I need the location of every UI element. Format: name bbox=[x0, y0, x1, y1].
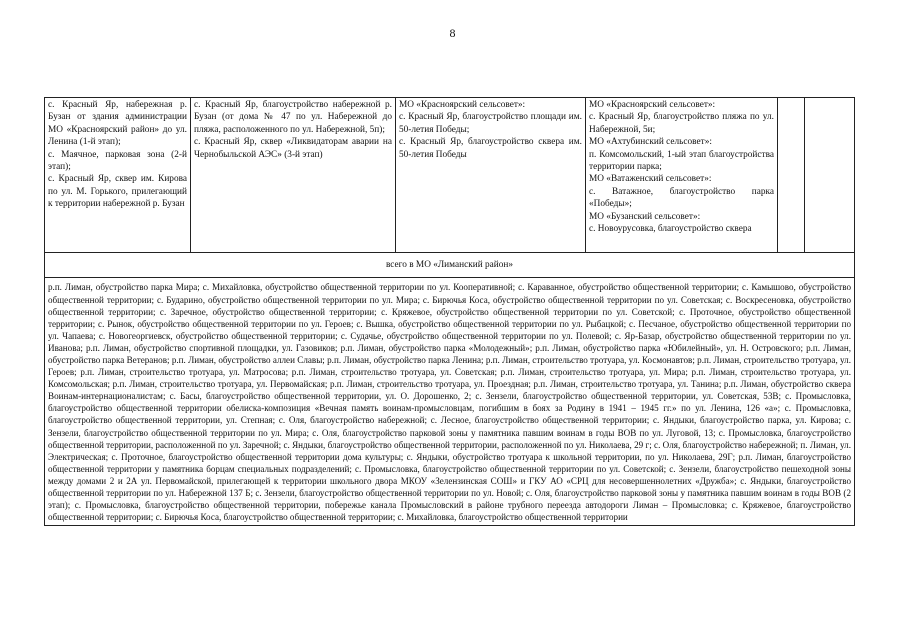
body-cell: р.п. Лиман, обустройство парка Мира; с. Михайловка, обустройство общественной территории по ул. Кооперативной; с. Караванное, обустройство общественной территории; с. Камышово, обустройство общественной территории; с. Бударино, обустройство общественной территории по ул. Мира; с. Бирючья Коса, обустройство общественной территории по ул. Советская; с. Воскресеновка, обустройство общественной территории; с. Заречное, обустройство общественной территории; с. Кряжевое, обустройство общественной территории по ул. Советской; с. Проточное, обустройство общественной территории; с. Рынок, обустройство общественной территории по ул. Героев; с. Вышка, обустройство общественной территории по ул. Рыбацкой; с. Песчаное, обустройство общественной территории по ул. Чапаева; с. Новогеоргиевск, обустройство общественной территории; с. Судачье, обустройство общественной территории по ул. Полевой; с. Яр-Базар, обустройство общественной территории по ул. Иванова; р.п. Лиман, обустройство спортивной площадки, ул. Газовиков; р.п. Лиман, обустройство парка «Молодежный»; р.п. Лиман, обустройство парка «Юбилейный», ул. Н. Островского; р.п. Лиман, обустройство парка Ветеранов; р.п. Лиман, обустройство аллеи Славы; р.п. Лиман, обустройство парка Ленина; р.п. Лиман, строительство тротуара, ул. Космонавтов; р.п. Лиман, строительство тротуара, ул. Героев; р.п. Лиман, строительство тротуара, ул. Матросова; р.п. Лиман, строительство тротуара, ул. Советская; р.п. Лиман, строительство тротуара, ул. Мира; р.п. Лиман, строительство тротуара, ул. Комсомольская; р.п. Лиман, строительство тротуара, ул. Первомайская; р.п. Лиман, строительство тротуара, ул. Проездная; р.п. Лиман, строительство тротуара, ул. Танина; р.п. Лиман, обустройство сквера Воинам-интернационалистам; с. Басы, благоустройство общественной территории, ул. О. Дорошенко, 2; с. Зензели, благоустройство общественной территории, ул. Советская, 53В; с. Промысловка, благоустройство общественной территории обелиска-композиция «Вечная память воинам-промысловцам, погибшим в боях за Родину в 1941 – 1945 гг.» по ул. Ленина, 126 «а»; с. Промысловка, благоустройство общественной территории, ул. Степная; с. Оля, благоустройство набережной; с. Лесное, благоустройство общественной территории; с. Яндыки, благоустройство парка, ул. Кирова; с. Зензели, благоустройство общественной территории по ул. Мира; с. Оля, благоустройство парковой зоны у памятника павшим воинам в годы ВОВ по ул. Луговой, 13; с. Промысловка, благоустройство общественной территории, расположенной по ул. Заречной; с. Яндыки, благоустройство общественной территории, расположенной по ул. Николаева, 29 г; с. Оля, благоустройство набережной; п. Лиман, ул. Электрическая; с. Проточное, благоустройство общественной территории дома культуры; с. Яндыки, обустройство тротуара к школьной территории, по ул. Николаева, 29Г; р.п. Лиман, благоустройство общественной территории у памятника борцам специальных подразделений; с. Промысловка, благоустройство общественной территории по ул. Советской; с. Зензели, благоустройство пешеходной зоны между домами 2 и 2А ул. Первомайской, прилегающей к территории школьного двора МКОУ «Зелензинская СОШ» и ГКУ АО «СРЦ для несовершеннолетних «Дружба»; с. Яндыки, благоустройство общественной территории по ул. Набережной 137 Б; с. Зензели, благоустройство общественной территории по ул. Новой; с. Оля, благоустройство парковой зоны у памятника павшим воинам в годы ВОВ (2 этап); с. Промысловка, благоустройство общественной территории, побережье канала Промысловский в районе трубного переезда автодороги Лиман – Промысловка; с. Кряжевое, благоустройство общественной территории; с. Бирючья Коса, благоустройство общественной территории; с. Михайловка, благоустройство общественной территории bbox=[45, 278, 855, 526]
table-row bbox=[45, 98, 855, 253]
table-cell bbox=[778, 98, 805, 253]
table-cell: с. Красный Яр, благоустройство набережной р. Бузан (от дома № 47 по ул. Набережной до пляжа, расположенного по ул. Набережной, 5п); с. Красный Яр, сквер «Ликвидаторам аварии на Чернобыльской АЭС» (3-й этап) bbox=[191, 98, 396, 253]
table-row bbox=[45, 278, 855, 526]
program-table bbox=[44, 97, 855, 526]
table-cell: с. Красный Яр, набережная р. Бузан от здания администрации МО «Красноярский район» до ул. Ленина (1-й этап); с. Маячное, парковая зона (2-й этап); с. Красный Яр, сквер им. Кирова по ул. М. Горького, прилегающий к территории набережной р. Бузан bbox=[45, 98, 191, 253]
table-subheader-row bbox=[45, 253, 855, 278]
table-cell: МО «Красноярский сельсовет»: с. Красный Яр, благоустройство площади им. 50-летия Победы; с. Красный Яр, благоустройство сквера им. 50-летия Победы bbox=[396, 98, 586, 253]
subheader-cell: всего в МО «Лиманский район» bbox=[45, 253, 855, 278]
page-number: 8 bbox=[449, 26, 456, 40]
document-table-wrapper bbox=[44, 97, 854, 526]
table-cell bbox=[805, 98, 855, 253]
table-cell: МО «Красноярский сельсовет»: с. Красный Яр, благоустройство пляжа по ул. Набережной, 5и; МО «Ахтубинский сельсовет»: п. Комсомольский, 1-ый этап благоустройства территории парка; МО «Ватаженский сельсовет»: с. Ватажное, благоустройство парка «Победы»; МО «Бузанский сельсовет»: с. Новоурусовка, благоустройство сквера bbox=[586, 98, 778, 253]
